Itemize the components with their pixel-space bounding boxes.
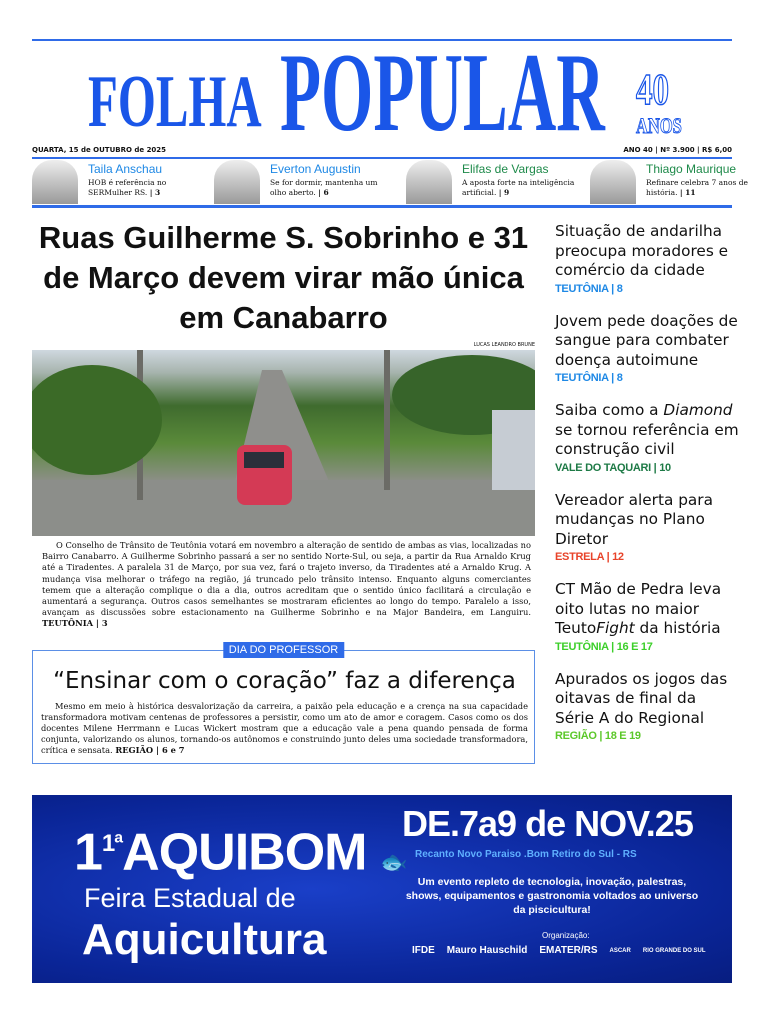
main-story-body [40, 536, 535, 632]
headline-text: CT Mão de Pedra leva oito lutas no maior Teuto [555, 580, 722, 637]
headline-text: Situação de andarilha preocupa moradores e comércio da cidade [555, 222, 729, 279]
anniversary-label: ANOS [636, 113, 682, 138]
fish-icon: 🐟 [379, 849, 407, 875]
sidebar-section: REGIÃO | 18 E 19 [555, 730, 641, 742]
ad-location: Recanto Novo Paraiso .Bom Retiro do Sul - RS [415, 849, 637, 860]
date: QUARTA, 15 de OUTUBRO de 2025 [32, 146, 167, 154]
columnist-page: | 3 [149, 188, 161, 197]
professor-story-box [32, 643, 535, 764]
sidebar [555, 222, 740, 743]
headline-italic: Diamond [663, 401, 733, 419]
columnist-teaser [462, 178, 580, 198]
columnist-0[interactable] [32, 160, 207, 204]
columnist-photo [406, 160, 452, 204]
ad-name: AQUIBOM [122, 823, 367, 882]
aquibom-advertisement[interactable] [32, 795, 732, 983]
headline-text: Vereador alerta para mudanças no Plano Diretor [555, 490, 713, 548]
sidebar-section: VALE DO TAQUARI | 10 [555, 461, 671, 474]
sidebar-story-1[interactable] [555, 312, 740, 386]
ad-organization-label: Organização: [542, 931, 590, 940]
columnist-page: | 9 [498, 188, 510, 197]
columnist-teaser [646, 178, 764, 198]
sidebar-headline [555, 580, 740, 639]
ad-dates: DE.7a9 de NOV.25 [402, 803, 693, 844]
headline-text: Jovem pede doações de sangue para combater doença autoimune [555, 311, 738, 369]
rs-government-logo: RIO GRANDE DO SUL [642, 948, 706, 954]
columnist-name: Thiago Maurique [646, 162, 737, 176]
professor-story-text: Mesmo em meio à histórica desvalorização da carreira, a paixão pela educação e a crença na sua capacidade transformadora motivam centenas de professores a persistir, como um ato de amor e coragem. Casos como os dos docentes Milene Herrmann e Lucas Wickert mostram que a educação vale a pena quando pensada de forma conjunta, valorizando os alunos, tornando-os autônomos e construindo junto deles uma sociedade transformadora, crítica e sensata. [41, 700, 528, 756]
ad-event-name: $1^{1ª}AQUIBOM$ 🐟 [74, 823, 407, 882]
columnist-name: Everton Augustin [270, 162, 361, 176]
columnist-teaser-text: Refinare celebra 7 anos de história. [646, 178, 748, 197]
main-headline[interactable]: Ruas Guilherme S. Sobrinho e 31 de Março devem virar mão única em Canabarro [38, 220, 529, 335]
columnist-1[interactable] [214, 160, 389, 204]
columnist-3[interactable] [590, 160, 765, 204]
professor-story-body [41, 701, 528, 757]
columnist-page: | 6 [318, 188, 329, 197]
headline-italic: Fight [596, 619, 635, 637]
photo-credit: LUCAS LEANDRO BRUNE [473, 342, 535, 348]
left-column [32, 218, 535, 764]
professor-story-page-ref[interactable]: REGIÃO | 6 e 7 [115, 745, 185, 756]
logo-word-popular: POPULAR [280, 31, 605, 155]
edition-info: ANO 40 | Nº 3.900 | R$ 6,00 [623, 146, 732, 154]
sidebar-headline [555, 491, 740, 550]
ad-organizer-logos [412, 945, 706, 957]
sidebar-story-4[interactable] [555, 580, 740, 654]
ad-edition: 1ª [101, 830, 123, 857]
columnist-name: Taila Anschau [88, 162, 163, 176]
street-photo-illustration [32, 350, 535, 536]
sidebar-headline [555, 401, 740, 460]
sidebar-headline [555, 222, 740, 281]
columnist-teaser-text: HOB é referência no SERMulher RS. [88, 178, 167, 197]
columnist-teaser-text: Se for dormir, mantenha um olho aberto. [270, 178, 378, 197]
headline-text-end: se tornou referência em construção civil [555, 420, 739, 458]
main-story-text: O Conselho de Trânsito de Teutônia votará em novembro a alteração de sentido de ambas as vias, localizadas no Bairro Canabarro. A Guilherme Sobrinho passará a ser no sentido Norte-Sul, ou seja, a partir da Rua Arnaldo Krug até a Tiradentes. A paralela 31 de Março, por sua vez, fará o trajeto inverso, da Tiradentes até a Arnaldo Krug. A mudança visa melhorar o tráfego na região, já truncado pelo trânsito intenso. Enquanto alguns comerciantes temem que a alteração complique o dia a dia, outros acreditam que o sentido único facilitará a circulação e aumentará a segurança. Outros casos semelhantes se mostraram eficientes ao longo do tempo. Paralelo a isso, avançam as discussões sobre estacionamento na Guilherme Sobrinho e na Major Bandeira, em Languiru. [42, 540, 531, 618]
columnist-photo [32, 160, 78, 204]
columnist-teaser [270, 178, 388, 198]
sidebar-section: TEUTÔNIA | 16 E 17 [555, 640, 653, 653]
columnists-bottom-rule [32, 205, 732, 208]
columnist-photo [590, 160, 636, 204]
professor-story-headline[interactable]: “Ensinar com o coração” faz a diferença [53, 667, 516, 694]
sidebar-headline [555, 670, 740, 729]
columnist-teaser-text: A aposta forte na inteligência artificial. [462, 178, 575, 197]
professor-story-tag: DIA DO PROFESSOR [223, 642, 344, 658]
main-story-page-ref[interactable]: TEUTÔNIA | 3 [42, 618, 108, 629]
anniversary-number: 40 [636, 65, 669, 114]
columnist-name: Elifas de Vargas [462, 162, 549, 176]
street-photo [32, 350, 535, 536]
headline-text-end: da história [634, 619, 721, 637]
ad-title: Aquicultura [82, 915, 327, 964]
columnist-photo [214, 160, 260, 204]
ifde-logo: IFDE [412, 945, 435, 956]
headline-text: Apurados os jogos das oitavas de final da Série A do Regional [555, 669, 728, 727]
sidebar-section: TEUTÔNIA | 8 [555, 282, 623, 295]
sidebar-story-0[interactable] [555, 222, 740, 296]
sidebar-story-5[interactable] [555, 670, 740, 744]
ad-subtitle: Feira Estadual de [84, 883, 296, 913]
columnists-top-rule [32, 157, 732, 159]
sidebar-headline [555, 312, 740, 371]
sidebar-section: TEUTÔNIA | 8 [555, 372, 623, 384]
columnist-2[interactable] [406, 160, 581, 204]
headline-text: Saiba como a [555, 401, 664, 419]
sidebar-section: ESTRELA | 12 [555, 551, 624, 563]
mauro-hauschild-logo: Mauro Hauschild [446, 945, 528, 956]
ad-description: Um evento repleto de tecnologia, inovação, palestras, shows, equipamentos e gastronomia voltados ao universo da piscicultura! [405, 876, 699, 916]
logo-word-folha: FOLHA [88, 61, 262, 143]
emater-logo: EMATER/RS [539, 945, 598, 956]
ascar-logo: ASCAR [609, 948, 631, 954]
sidebar-story-3[interactable] [555, 491, 740, 565]
sidebar-story-2[interactable] [555, 401, 740, 475]
columnist-teaser [88, 178, 206, 198]
columnist-page: | 11 [679, 188, 696, 197]
